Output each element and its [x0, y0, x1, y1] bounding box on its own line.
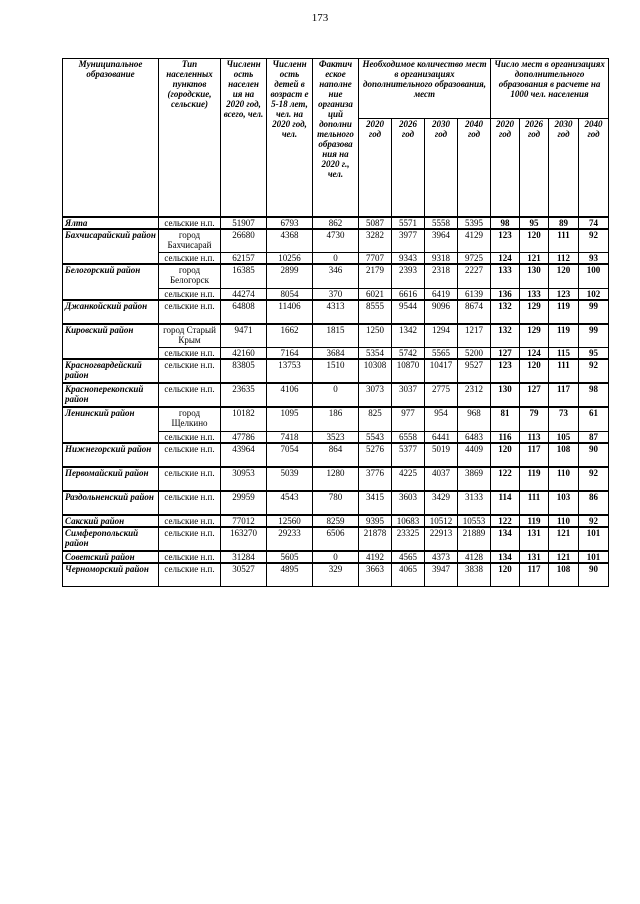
per-1000-cell: 92	[579, 467, 609, 491]
required-places-cell: 6483	[458, 431, 491, 443]
required-places-cell: 10553	[458, 515, 491, 527]
required-places-cell: 3415	[359, 491, 392, 515]
kids-cell: 5039	[267, 467, 313, 491]
required-places-cell: 21889	[458, 527, 491, 551]
per-1000-cell: 99	[579, 300, 609, 324]
kids-cell: 10256	[267, 253, 313, 265]
required-places-cell: 2312	[458, 383, 491, 407]
municipality-cell: Нижнегорский район	[63, 443, 159, 467]
table-row	[63, 383, 609, 407]
settlement-type-cell: сельские н.п.	[159, 300, 221, 324]
page-number: 173	[311, 12, 329, 24]
per-1000-cell: 123	[549, 288, 579, 300]
required-places-cell: 968	[458, 407, 491, 431]
capacity-table	[62, 58, 609, 587]
per-1000-cell: 123	[491, 359, 520, 383]
per-1000-cell: 79	[520, 407, 549, 431]
required-places-cell: 9395	[359, 515, 392, 527]
header-year: 2020 год	[359, 119, 392, 217]
table-row	[63, 217, 609, 229]
required-places-cell: 9318	[425, 253, 458, 265]
fact-cell: 8259	[313, 515, 359, 527]
required-places-cell: 954	[425, 407, 458, 431]
required-places-cell: 5377	[392, 443, 425, 467]
fact-cell: 3684	[313, 348, 359, 360]
header-actual-enrollment: Фактич еское наполне ние организа ций дополни тельного образова ния на 2020 г., чел.	[313, 59, 359, 217]
municipality-cell: Ленинский район	[63, 407, 159, 443]
per-1000-cell: 95	[579, 348, 609, 360]
fact-cell: 4730	[313, 229, 359, 253]
per-1000-cell: 119	[520, 515, 549, 527]
per-1000-cell: 117	[549, 383, 579, 407]
settlement-type-cell: сельские н.п.	[159, 383, 221, 407]
required-places-cell: 5276	[359, 443, 392, 467]
per-1000-cell: 120	[520, 359, 549, 383]
required-places-cell: 1217	[458, 324, 491, 348]
required-places-cell: 3037	[392, 383, 425, 407]
required-places-cell: 23325	[392, 527, 425, 551]
required-places-cell: 3964	[425, 229, 458, 253]
required-places-cell: 4409	[458, 443, 491, 467]
required-places-cell: 4128	[458, 551, 491, 563]
per-1000-cell: 110	[549, 515, 579, 527]
per-1000-cell: 124	[491, 253, 520, 265]
kids-cell: 6793	[267, 217, 313, 229]
required-places-cell: 5543	[359, 431, 392, 443]
table-row	[63, 515, 609, 527]
table-row	[63, 229, 609, 253]
required-places-cell: 825	[359, 407, 392, 431]
required-places-cell: 5395	[458, 217, 491, 229]
per-1000-cell: 90	[579, 443, 609, 467]
fact-cell: 4313	[313, 300, 359, 324]
per-1000-cell: 111	[520, 491, 549, 515]
municipality-cell: Джанкойский район	[63, 300, 159, 324]
per-1000-cell: 108	[549, 443, 579, 467]
kids-cell: 7054	[267, 443, 313, 467]
required-places-cell: 8674	[458, 300, 491, 324]
required-places-cell: 6139	[458, 288, 491, 300]
table-row	[63, 527, 609, 551]
pop-cell: 31284	[221, 551, 267, 563]
per-1000-cell: 131	[520, 527, 549, 551]
municipality-cell: Первомайский район	[63, 467, 159, 491]
per-1000-cell: 102	[579, 288, 609, 300]
required-places-cell: 3133	[458, 491, 491, 515]
table-row	[63, 300, 609, 324]
header-settlement-type: Тип населенных пунктов (городские, сельские)	[159, 59, 221, 217]
per-1000-cell: 129	[520, 300, 549, 324]
pop-cell: 44274	[221, 288, 267, 300]
kids-cell: 7418	[267, 431, 313, 443]
required-places-cell: 9343	[392, 253, 425, 265]
fact-cell: 6506	[313, 527, 359, 551]
pop-cell: 62157	[221, 253, 267, 265]
required-places-cell: 9527	[458, 359, 491, 383]
municipality-cell: Красноперекопский район	[63, 383, 159, 407]
pop-cell: 10182	[221, 407, 267, 431]
required-places-cell: 3282	[359, 229, 392, 253]
settlement-type-cell: сельские н.п.	[159, 359, 221, 383]
per-1000-cell: 61	[579, 407, 609, 431]
per-1000-cell: 90	[579, 563, 609, 587]
pop-cell: 64808	[221, 300, 267, 324]
per-1000-cell: 98	[491, 217, 520, 229]
settlement-type-cell: сельские н.п.	[159, 527, 221, 551]
settlement-type-cell: сельские н.п.	[159, 563, 221, 587]
fact-cell: 186	[313, 407, 359, 431]
per-1000-cell: 120	[520, 229, 549, 253]
header-municipality: Муниципальное образование	[63, 59, 159, 217]
table-row	[63, 407, 609, 431]
pop-cell: 9471	[221, 324, 267, 348]
header-year: 2030 год	[549, 119, 579, 217]
per-1000-cell: 123	[491, 229, 520, 253]
fact-cell: 1280	[313, 467, 359, 491]
required-places-cell: 6021	[359, 288, 392, 300]
required-places-cell: 4192	[359, 551, 392, 563]
per-1000-cell: 134	[491, 527, 520, 551]
required-places-cell: 21878	[359, 527, 392, 551]
header-children: Численн ость детей в возраст е 5-18 лет, чел. на 2020 год, чел.	[267, 59, 313, 217]
header-year: 2026 год	[392, 119, 425, 217]
required-places-cell: 1294	[425, 324, 458, 348]
per-1000-cell: 108	[549, 563, 579, 587]
settlement-type-cell: сельские н.п.	[159, 288, 221, 300]
per-1000-cell: 92	[579, 515, 609, 527]
municipality-cell: Раздольненский район	[63, 491, 159, 515]
per-1000-cell: 92	[579, 359, 609, 383]
per-1000-cell: 122	[491, 515, 520, 527]
required-places-cell: 10512	[425, 515, 458, 527]
required-places-cell: 22913	[425, 527, 458, 551]
per-1000-cell: 136	[491, 288, 520, 300]
per-1000-cell: 127	[520, 383, 549, 407]
per-1000-cell: 112	[549, 253, 579, 265]
required-places-cell: 1342	[392, 324, 425, 348]
table-row	[63, 324, 609, 348]
per-1000-cell: 129	[520, 324, 549, 348]
per-1000-cell: 86	[579, 491, 609, 515]
required-places-cell: 2179	[359, 264, 392, 288]
table-row	[63, 491, 609, 515]
kids-cell: 13753	[267, 359, 313, 383]
per-1000-cell: 121	[549, 551, 579, 563]
required-places-cell: 4037	[425, 467, 458, 491]
pop-cell: 47786	[221, 431, 267, 443]
required-places-cell: 3869	[458, 467, 491, 491]
required-places-cell: 5565	[425, 348, 458, 360]
pop-cell: 163270	[221, 527, 267, 551]
kids-cell: 1095	[267, 407, 313, 431]
per-1000-cell: 114	[491, 491, 520, 515]
per-1000-cell: 120	[491, 443, 520, 467]
per-1000-cell: 100	[579, 264, 609, 288]
municipality-cell: Кировский район	[63, 324, 159, 360]
per-1000-cell: 110	[549, 467, 579, 491]
kids-cell: 4895	[267, 563, 313, 587]
per-1000-cell: 130	[491, 383, 520, 407]
settlement-type-cell: сельские н.п.	[159, 348, 221, 360]
fact-cell: 3523	[313, 431, 359, 443]
pop-cell: 30527	[221, 563, 267, 587]
settlement-type-cell: сельские н.п.	[159, 431, 221, 443]
municipality-cell: Бахчисарайский район	[63, 229, 159, 265]
kids-cell: 4368	[267, 229, 313, 253]
pop-cell: 43964	[221, 443, 267, 467]
settlement-type-cell: город Бахчисарай	[159, 229, 221, 253]
required-places-cell: 5019	[425, 443, 458, 467]
per-1000-cell: 124	[520, 348, 549, 360]
fact-cell: 370	[313, 288, 359, 300]
municipality-cell: Черноморский район	[63, 563, 159, 587]
table-row	[63, 551, 609, 563]
required-places-cell: 5558	[425, 217, 458, 229]
per-1000-cell: 73	[549, 407, 579, 431]
table-row	[63, 359, 609, 383]
per-1000-cell: 101	[579, 551, 609, 563]
table-row	[63, 467, 609, 491]
required-places-cell: 4373	[425, 551, 458, 563]
settlement-type-cell: сельские н.п.	[159, 467, 221, 491]
required-places-cell: 3977	[392, 229, 425, 253]
kids-cell: 8054	[267, 288, 313, 300]
required-places-cell: 10683	[392, 515, 425, 527]
required-places-cell: 6616	[392, 288, 425, 300]
kids-cell: 4543	[267, 491, 313, 515]
required-places-cell: 977	[392, 407, 425, 431]
fact-cell: 0	[313, 383, 359, 407]
per-1000-cell: 121	[549, 527, 579, 551]
per-1000-cell: 111	[549, 229, 579, 253]
fact-cell: 0	[313, 253, 359, 265]
required-places-cell: 3073	[359, 383, 392, 407]
required-places-cell: 5354	[359, 348, 392, 360]
per-1000-cell: 116	[491, 431, 520, 443]
settlement-type-cell: город Старый Крым	[159, 324, 221, 348]
required-places-cell: 2318	[425, 264, 458, 288]
fact-cell: 780	[313, 491, 359, 515]
header-year: 2026 год	[520, 119, 549, 217]
pop-cell: 51907	[221, 217, 267, 229]
header-year: 2040 год	[458, 119, 491, 217]
per-1000-cell: 132	[491, 300, 520, 324]
kids-cell: 2899	[267, 264, 313, 288]
municipality-cell: Симферопольский район	[63, 527, 159, 551]
table-row	[63, 264, 609, 288]
per-1000-cell: 93	[579, 253, 609, 265]
required-places-cell: 6419	[425, 288, 458, 300]
kids-cell: 5605	[267, 551, 313, 563]
kids-cell: 12560	[267, 515, 313, 527]
pop-cell: 83805	[221, 359, 267, 383]
required-places-cell: 9096	[425, 300, 458, 324]
per-1000-cell: 92	[579, 229, 609, 253]
required-places-cell: 3429	[425, 491, 458, 515]
settlement-type-cell: сельские н.п.	[159, 515, 221, 527]
fact-cell: 864	[313, 443, 359, 467]
per-1000-cell: 133	[520, 288, 549, 300]
fact-cell: 862	[313, 217, 359, 229]
per-1000-cell: 98	[579, 383, 609, 407]
header-year: 2030 год	[425, 119, 458, 217]
per-1000-cell: 132	[491, 324, 520, 348]
pop-cell: 42160	[221, 348, 267, 360]
pop-cell: 16385	[221, 264, 267, 288]
settlement-type-cell: сельские н.п.	[159, 491, 221, 515]
municipality-cell: Красногвардейский район	[63, 359, 159, 383]
required-places-cell: 7707	[359, 253, 392, 265]
per-1000-cell: 119	[549, 324, 579, 348]
required-places-cell: 4065	[392, 563, 425, 587]
required-places-cell: 3776	[359, 467, 392, 491]
municipality-cell: Сакский район	[63, 515, 159, 527]
per-1000-cell: 99	[579, 324, 609, 348]
required-places-cell: 6441	[425, 431, 458, 443]
header-population: Численн ость населен ия на 2020 год, всего, чел.	[221, 59, 267, 217]
required-places-cell: 10417	[425, 359, 458, 383]
required-places-cell: 5087	[359, 217, 392, 229]
pop-cell: 29959	[221, 491, 267, 515]
required-places-cell: 2393	[392, 264, 425, 288]
per-1000-cell: 101	[579, 527, 609, 551]
kids-cell: 7164	[267, 348, 313, 360]
required-places-cell: 5571	[392, 217, 425, 229]
per-1000-cell: 117	[520, 563, 549, 587]
required-places-cell: 1250	[359, 324, 392, 348]
required-places-cell: 3838	[458, 563, 491, 587]
per-1000-cell: 133	[491, 264, 520, 288]
required-places-cell: 3947	[425, 563, 458, 587]
per-1000-cell: 119	[520, 467, 549, 491]
required-places-cell: 6558	[392, 431, 425, 443]
per-1000-cell: 87	[579, 431, 609, 443]
municipality-cell: Белогорский район	[63, 264, 159, 300]
table-row	[63, 443, 609, 467]
kids-cell: 4106	[267, 383, 313, 407]
settlement-type-cell: город Белогорск	[159, 264, 221, 288]
required-places-cell: 3663	[359, 563, 392, 587]
pop-cell: 23635	[221, 383, 267, 407]
required-places-cell: 3603	[392, 491, 425, 515]
kids-cell: 11406	[267, 300, 313, 324]
municipality-cell: Советский район	[63, 551, 159, 563]
table-row	[63, 563, 609, 587]
required-places-cell: 4129	[458, 229, 491, 253]
per-1000-cell: 111	[549, 359, 579, 383]
per-1000-cell: 120	[491, 563, 520, 587]
per-1000-cell: 117	[520, 443, 549, 467]
settlement-type-cell: город Щелкино	[159, 407, 221, 431]
required-places-cell: 2775	[425, 383, 458, 407]
per-1000-cell: 74	[579, 217, 609, 229]
per-1000-cell: 115	[549, 348, 579, 360]
per-1000-cell: 121	[520, 253, 549, 265]
per-1000-cell: 113	[520, 431, 549, 443]
header-year: 2020 год	[491, 119, 520, 217]
required-places-cell: 4225	[392, 467, 425, 491]
per-1000-cell: 130	[520, 264, 549, 288]
fact-cell: 0	[313, 551, 359, 563]
per-1000-cell: 127	[491, 348, 520, 360]
required-places-cell: 9725	[458, 253, 491, 265]
per-1000-cell: 122	[491, 467, 520, 491]
settlement-type-cell: сельские н.п.	[159, 217, 221, 229]
per-1000-cell: 105	[549, 431, 579, 443]
per-1000-cell: 131	[520, 551, 549, 563]
kids-cell: 29233	[267, 527, 313, 551]
kids-cell: 1662	[267, 324, 313, 348]
required-places-cell: 10870	[392, 359, 425, 383]
fact-cell: 329	[313, 563, 359, 587]
required-places-cell: 4565	[392, 551, 425, 563]
required-places-cell: 8555	[359, 300, 392, 324]
settlement-type-cell: сельские н.п.	[159, 443, 221, 467]
per-1000-cell: 103	[549, 491, 579, 515]
header-year: 2040 год	[579, 119, 609, 217]
required-places-cell: 5742	[392, 348, 425, 360]
municipality-cell: Ялта	[63, 217, 159, 229]
fact-cell: 346	[313, 264, 359, 288]
required-places-cell: 5200	[458, 348, 491, 360]
required-places-cell: 9544	[392, 300, 425, 324]
pop-cell: 77012	[221, 515, 267, 527]
per-1000-cell: 134	[491, 551, 520, 563]
settlement-type-cell: сельские н.п.	[159, 551, 221, 563]
per-1000-cell: 95	[520, 217, 549, 229]
fact-cell: 1510	[313, 359, 359, 383]
pop-cell: 26680	[221, 229, 267, 253]
header-required-places: Необходимое количество мест в организациях дополнительного образования, мест	[359, 59, 491, 119]
header-places-per-1000: Число мест в организациях дополнительного образования в расчете на 1000 чел. населения	[491, 59, 609, 119]
per-1000-cell: 89	[549, 217, 579, 229]
per-1000-cell: 81	[491, 407, 520, 431]
settlement-type-cell: сельские н.п.	[159, 253, 221, 265]
required-places-cell: 10308	[359, 359, 392, 383]
per-1000-cell: 120	[549, 264, 579, 288]
required-places-cell: 2227	[458, 264, 491, 288]
per-1000-cell: 119	[549, 300, 579, 324]
fact-cell: 1815	[313, 324, 359, 348]
table-body	[63, 217, 609, 587]
pop-cell: 30953	[221, 467, 267, 491]
